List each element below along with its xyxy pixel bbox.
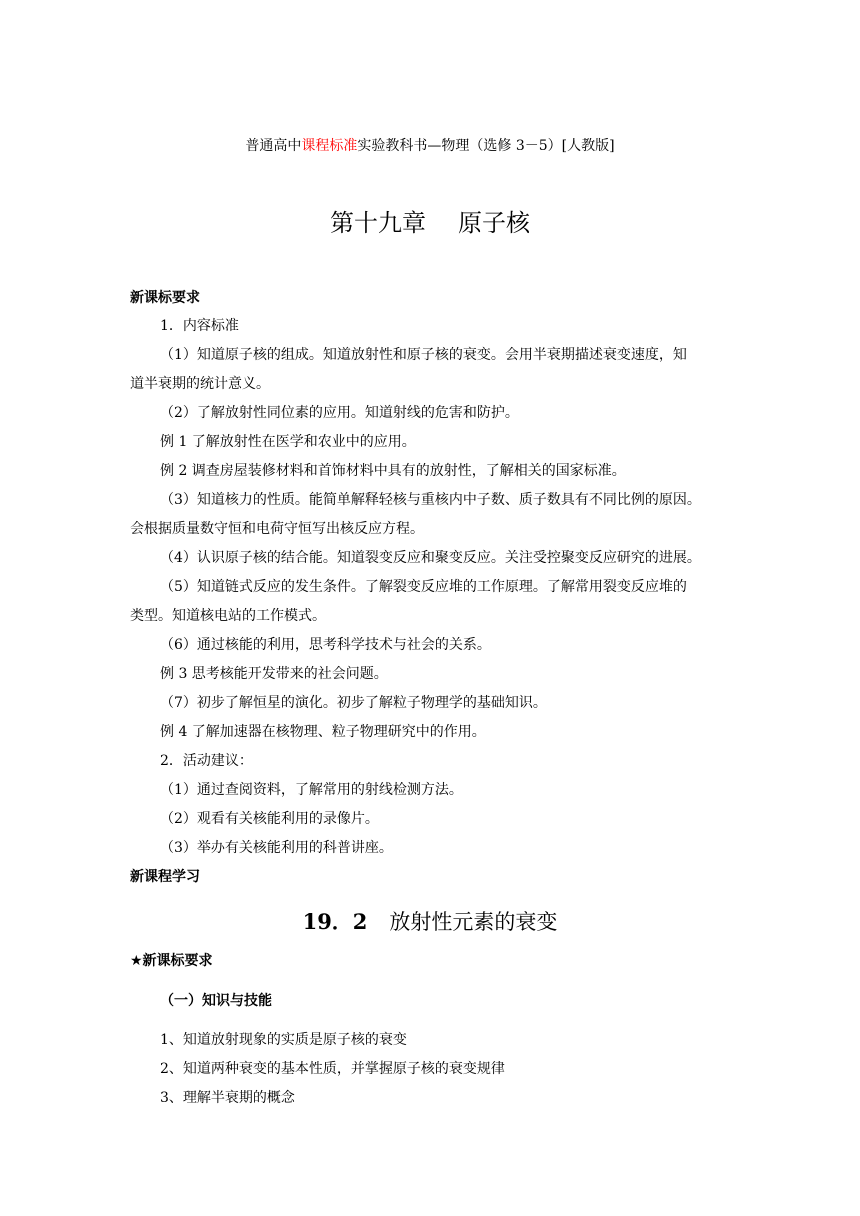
section-requirements-heading: ★新课标要求	[130, 953, 213, 969]
section-name: 放射性元素的衰变	[389, 910, 558, 934]
goal-item: 1、知道放射现象的实质是原子核的衰变	[160, 1032, 407, 1048]
goal-item: 2、知道两种衰变的基本性质，并掌握原子核的衰变规律	[160, 1061, 505, 1077]
item-1-line-2: 道半衰期的统计意义。	[130, 376, 270, 392]
item-6: （6）通过核能的利用，思考科学技术与社会的关系。	[160, 637, 491, 653]
new-course-heading: 新课程学习	[130, 869, 200, 885]
chapter-number: 第十九章	[330, 209, 426, 237]
item-3-line-1: （3）知道核力的性质。能简单解释轻核与重核内中子数、质子数具有不同比例的原因。	[160, 492, 701, 508]
chapter-name: 原子核	[458, 209, 530, 237]
header-prefix: 普通高中	[245, 138, 302, 154]
example-3: 例 3 思考核能开发带来的社会问题。	[160, 666, 388, 682]
item-3-line-2: 会根据质量数守恒和电荷守恒写出核反应方程。	[130, 521, 424, 537]
item-1-line-1: （1）知道原子核的组成。知道放射性和原子核的衰变。会用半衰期描述衰变速度，知	[160, 347, 687, 363]
section-title	[0, 906, 860, 936]
example-2: 例 2 调查房屋装修材料和首饰材料中具有的放射性，了解相关的国家标准。	[160, 463, 626, 479]
header-highlight: 课程标准	[301, 138, 358, 154]
header-suffix: 实验教科书—物理（选修 3－5）[人教版]	[357, 138, 615, 154]
requirements-heading: 新课标要求	[130, 290, 200, 306]
item-2: （2）了解放射性同位素的应用。知道射线的危害和防护。	[160, 405, 519, 421]
running-header	[0, 136, 860, 156]
item-7: （7）初步了解恒星的演化。初步了解粒子物理学的基础知识。	[160, 695, 547, 711]
example-1: 例 1 了解放射性在医学和农业中的应用。	[160, 434, 416, 450]
activity-3: （3）举办有关核能利用的科普讲座。	[160, 840, 393, 856]
activities-title: 2．活动建议：	[160, 753, 253, 769]
example-4: 例 4 了解加速器在核物理、粒子物理研究中的作用。	[160, 724, 486, 740]
knowledge-heading: （一）知识与技能	[160, 993, 272, 1009]
chapter-title	[0, 203, 860, 238]
goal-item: 3、理解半衰期的概念	[160, 1090, 295, 1106]
item-5-line-1: （5）知道链式反应的发生条件。了解裂变反应堆的工作原理。了解常用裂变反应堆的	[160, 579, 687, 595]
section-number: 19．2	[302, 909, 368, 934]
activity-1: （1）通过查阅资料，了解常用的射线检测方法。	[160, 782, 463, 798]
item-4: （4）认识原子核的结合能。知道裂变反应和聚变反应。关注受控聚变反应研究的进展。	[160, 550, 701, 566]
activity-2: （2）观看有关核能利用的录像片。	[160, 811, 379, 827]
content-standard-title: 1．内容标准	[160, 318, 239, 334]
item-5-line-2: 类型。知道核电站的工作模式。	[130, 608, 326, 624]
